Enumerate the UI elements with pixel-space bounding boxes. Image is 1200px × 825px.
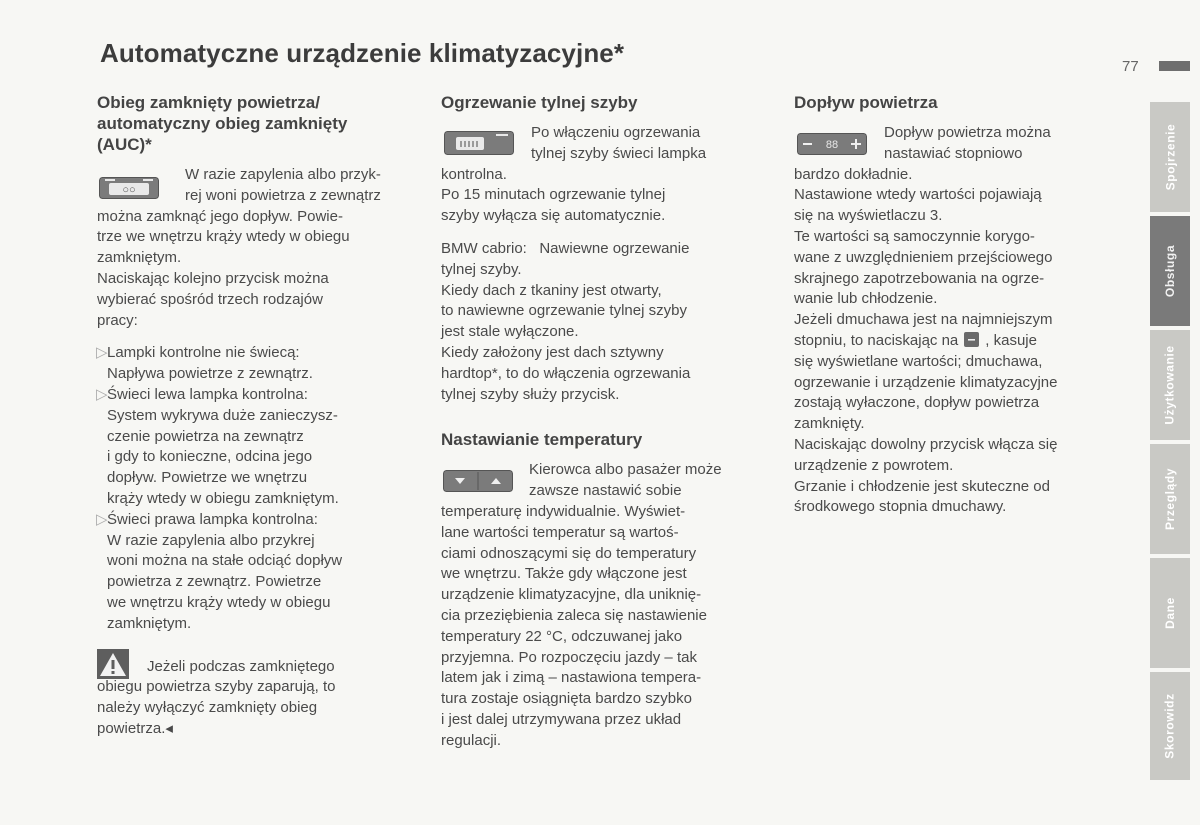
temperature-paragraph: Kierowca albo pasażer może zawsze nastawić sobie temperaturę indywidualnie. Wyświet- lane wartości temperatur są wartoś- ciami odnoszącymi się do temperatury we wnętrzu. Także gdy włączone jest urządzenie klimatyzacyjne, dla uniknię- cia przeziębienia zaleca się nastawienie temperatury 22 °C, odczuwanej jako przyjemna. Po rozpoczęciu jazdy – tak latem jak i zimą – nastawiona tempera- tura zostaje osiągnięta bardzo szybko i jest dalej utrzymywana przez układ regulacji. bbox=[441, 461, 722, 749]
rear-window-heating-icon bbox=[444, 131, 514, 155]
column-air-supply bbox=[794, 92, 1139, 518]
section-heading-temperature: Nastawianie temperatury bbox=[441, 430, 643, 450]
rear-window-paragraph: Po włączeniu ogrzewania tylnej szyby świeci lampka kontrolna. Po 15 minutach ogrzewanie tylnej szyby wyłącza się automatycznie. bbox=[441, 124, 707, 225]
section-heading-auc: Obieg zamknięty powietrza/ automatyczny obieg zamknięty (AUC)* bbox=[97, 93, 348, 154]
page-title: Automatyczne urządzenie klimatyzacyjne* bbox=[100, 38, 625, 68]
air-supply-paragraph: 88 Dopływ powietrza można nastawiać stopniowo bardzo dokładnie. Nastawione wtedy wartości pojawiają się na wyświetlaczu 3. Te wartości są samoczynnie korygo- wane z uwzględnieniem przejściowego skrajnego zapotrzebowania na ogrze- wanie lub chłodzenie. Jeżeli dmuchawa jest na najmniejszym stopniu, to naciskając na , kasuje się wyświetlane wartości; dmuchawa, ogrzewanie i urządzenie klimatyzacyjne zostają wyłaczone, dopływ powietrza zamknięty. Naciskając dowolny przycisk włącza się urządzenie z powrotem. Grzanie i chłodzenie jest skuteczne od środkowego stopnia dmuchawy. bbox=[794, 123, 1139, 518]
svg-text:○○: ○○ bbox=[122, 184, 136, 196]
tab-uzytkowanie[interactable]: Użytkowanie bbox=[1150, 330, 1190, 440]
bullet-marker: ▷ bbox=[96, 510, 108, 528]
tab-przeglady[interactable]: Przeglądy bbox=[1150, 444, 1190, 554]
section-heading-rear-window: Ogrzewanie tylnej szyby bbox=[441, 93, 638, 112]
tab-dane[interactable]: Dane bbox=[1150, 558, 1190, 668]
mode-list bbox=[97, 343, 437, 634]
bullet-marker: ▷ bbox=[96, 344, 108, 362]
list-item: ▷Świeci prawa lampka kontrolna: W razie zapylenia albo przykrej woni można na stałe odciąć dopływ powietrza z zewnątrz. Powietrze we wnętrzu krąży wtedy w obiegu zamkniętym. bbox=[96, 510, 343, 632]
tab-obsluga[interactable]: Obsługa bbox=[1150, 216, 1190, 326]
list-item: ▷Świeci lewa lampka kontrolna: System wykrywa duże zanieczysz- czenie powietrza na zewnątrz i gdy to konieczne, odcina jego dopływ. Powietrze we wnętrzu krąży wtedy w obiegu zamkniętym. bbox=[96, 385, 339, 507]
tab-spojrzenie[interactable]: Spojrzenie bbox=[1150, 102, 1190, 212]
minus-button-icon bbox=[964, 332, 979, 347]
tab-skorowidz[interactable]: Skorowidz bbox=[1150, 672, 1190, 780]
column-heating-temperature bbox=[441, 92, 786, 752]
cabrio-paragraph: BMW cabrio: Nawiewne ogrzewanie tylnej szyby. Kiedy dach z tkaniny jest otwarty, to nawiewne ogrzewanie tylnej szyby jest stale wyłączone. Kiedy założony jest dach sztywny hardtop*, to do włączenia ogrzewania tylnej szyby służy przycisk. bbox=[441, 239, 691, 403]
list-item: ▷Lampki kontrolne nie świecą: Napływa powietrze z zewnątrz. bbox=[96, 344, 313, 383]
warning-triangle-icon bbox=[97, 649, 129, 679]
page-marker bbox=[1159, 61, 1190, 71]
auc-paragraph: ○○ W razie zapylenia albo przyk- rej woni powietrza z zewnątrz można zamknąć jego dopływ. Powie- trze we wnętrzu krąży wtedy w obiegu zamkniętym. Naciskając kolejno przycisk można wybierać spośród trzech rodzajów pracy: bbox=[97, 166, 381, 329]
column-auc bbox=[97, 92, 437, 740]
section-heading-air-supply: Dopływ powietrza bbox=[794, 93, 938, 112]
air-supply-buttons-icon bbox=[797, 133, 867, 155]
bullet-marker: ▷ bbox=[96, 385, 108, 403]
auc-button-icon bbox=[99, 177, 159, 199]
warning-note: Jeżeli podczas zamkniętego obiegu powietrza szyby zaparują, to należy wyłączyć zamknięty obieg powietrza.◂ bbox=[97, 647, 437, 740]
page-number: 77 bbox=[1122, 58, 1139, 75]
inline-icon-line: stopniu, to naciskając na , kasuje bbox=[794, 331, 1037, 349]
svg-text:88: 88 bbox=[825, 139, 839, 151]
temperature-buttons-icon bbox=[443, 470, 513, 492]
